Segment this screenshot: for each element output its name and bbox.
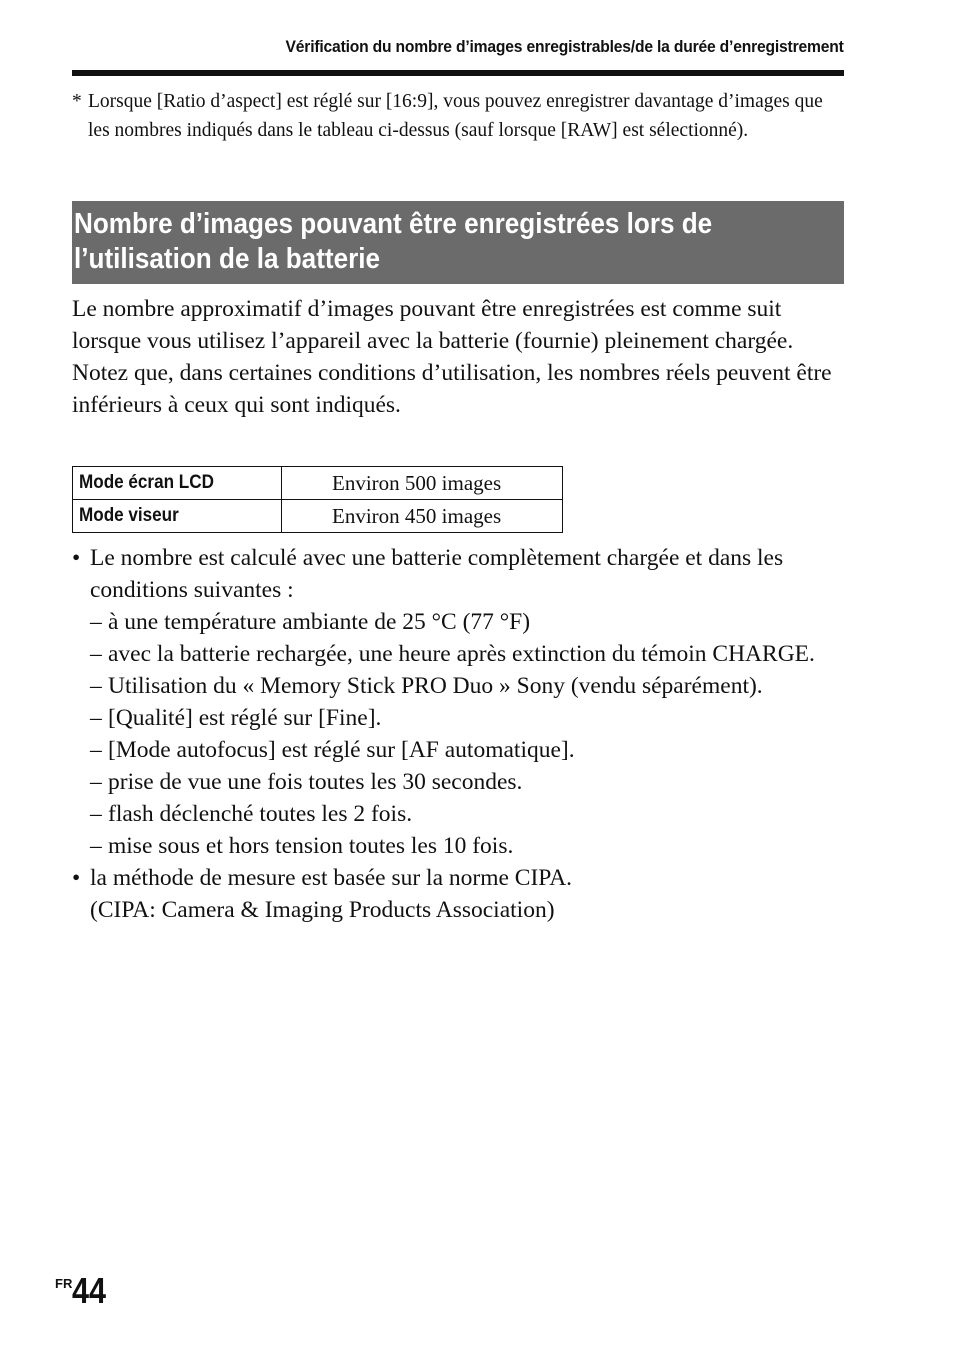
list-item (72, 862, 852, 926)
condition-text: [Qualité] est réglé sur [Fine]. (108, 705, 382, 731)
dash-mark: – (90, 801, 102, 827)
table-cell-label: Mode viseur (73, 500, 282, 533)
section-title (74, 207, 839, 277)
condition-text: à une température ambiante de 25 °C (77 °F) (108, 609, 531, 635)
dash-mark: – (90, 737, 102, 763)
footnote-mark: * (72, 91, 82, 112)
dash-mark: – (90, 641, 102, 667)
list-item (72, 670, 852, 702)
header-rule (72, 70, 844, 76)
intro-paragraph-2: Notez que, dans certaines conditions d’utilisation, les nombres réels peuvent être inférieurs à ceux qui sont indiqués. (72, 360, 832, 418)
condition-text: Utilisation du « Memory Stick PRO Duo » Sony (vendu séparément). (108, 673, 763, 699)
list-item (72, 702, 852, 734)
bullet-text: Le nombre est calculé avec une batterie complètement chargée et dans les conditions suivantes : (90, 545, 784, 603)
condition-text: prise de vue une fois toutes les 30 secondes. (108, 769, 523, 795)
footnote (72, 88, 844, 145)
bullet-mark: • (72, 545, 81, 571)
section-title-line-2: l’utilisation de la batterie (74, 243, 381, 275)
condition-text: flash déclenché toutes les 2 fois. (108, 801, 413, 827)
table-cell-value: Environ 500 images (282, 467, 563, 500)
table-cell-value: Environ 450 images (282, 500, 563, 533)
bullet-mark: • (72, 865, 81, 891)
dash-mark: – (90, 769, 102, 795)
section-heading-bar (72, 201, 844, 284)
dash-mark: – (90, 833, 102, 859)
list-item (72, 798, 852, 830)
notes-list (72, 542, 852, 926)
footnote-text: Lorsque [Ratio d’aspect] est réglé sur [16:9], vous pouvez enregistrer davantage d’images que les nombres indiqués dans le tableau ci-dessus (sauf lorsque [RAW] est sélectionné). (88, 91, 823, 141)
page-number-value: 44 (72, 1270, 107, 1311)
battery-capacity-table (72, 466, 563, 533)
list-item (72, 606, 852, 638)
bullet-text: la méthode de mesure est basée sur la norme CIPA. (90, 865, 573, 891)
dash-mark: – (90, 705, 102, 731)
dash-mark: – (90, 673, 102, 699)
condition-text: [Mode autofocus] est réglé sur [AF automatique]. (108, 737, 575, 763)
bullet-text-continued: (CIPA: Camera & Imaging Products Association) (90, 897, 555, 923)
list-item (72, 830, 852, 862)
page-number (55, 1270, 112, 1312)
intro-text (72, 293, 852, 421)
table-cell-label: Mode écran LCD (73, 467, 282, 500)
intro-paragraph-1: Le nombre approximatif d’images pouvant être enregistrées est comme suit lorsque vous utilisez l’appareil avec la batterie (fournie) pleinement chargée. (72, 296, 794, 354)
language-code: FR (55, 1276, 73, 1291)
condition-text: mise sous et hors tension toutes les 10 fois. (108, 833, 514, 859)
list-item (72, 638, 852, 670)
dash-mark: – (90, 609, 102, 635)
table-row (73, 467, 563, 500)
list-item (72, 542, 852, 606)
running-header: Vérification du nombre d’images enregistrables/de la durée d’enregistrement (285, 37, 844, 56)
list-item (72, 766, 852, 798)
section-title-line-1: Nombre d’images pouvant être enregistrées lors de (74, 208, 713, 240)
list-item (72, 734, 852, 766)
condition-text: avec la batterie rechargée, une heure après extinction du témoin CHARGE. (108, 641, 815, 667)
table-row (73, 500, 563, 533)
